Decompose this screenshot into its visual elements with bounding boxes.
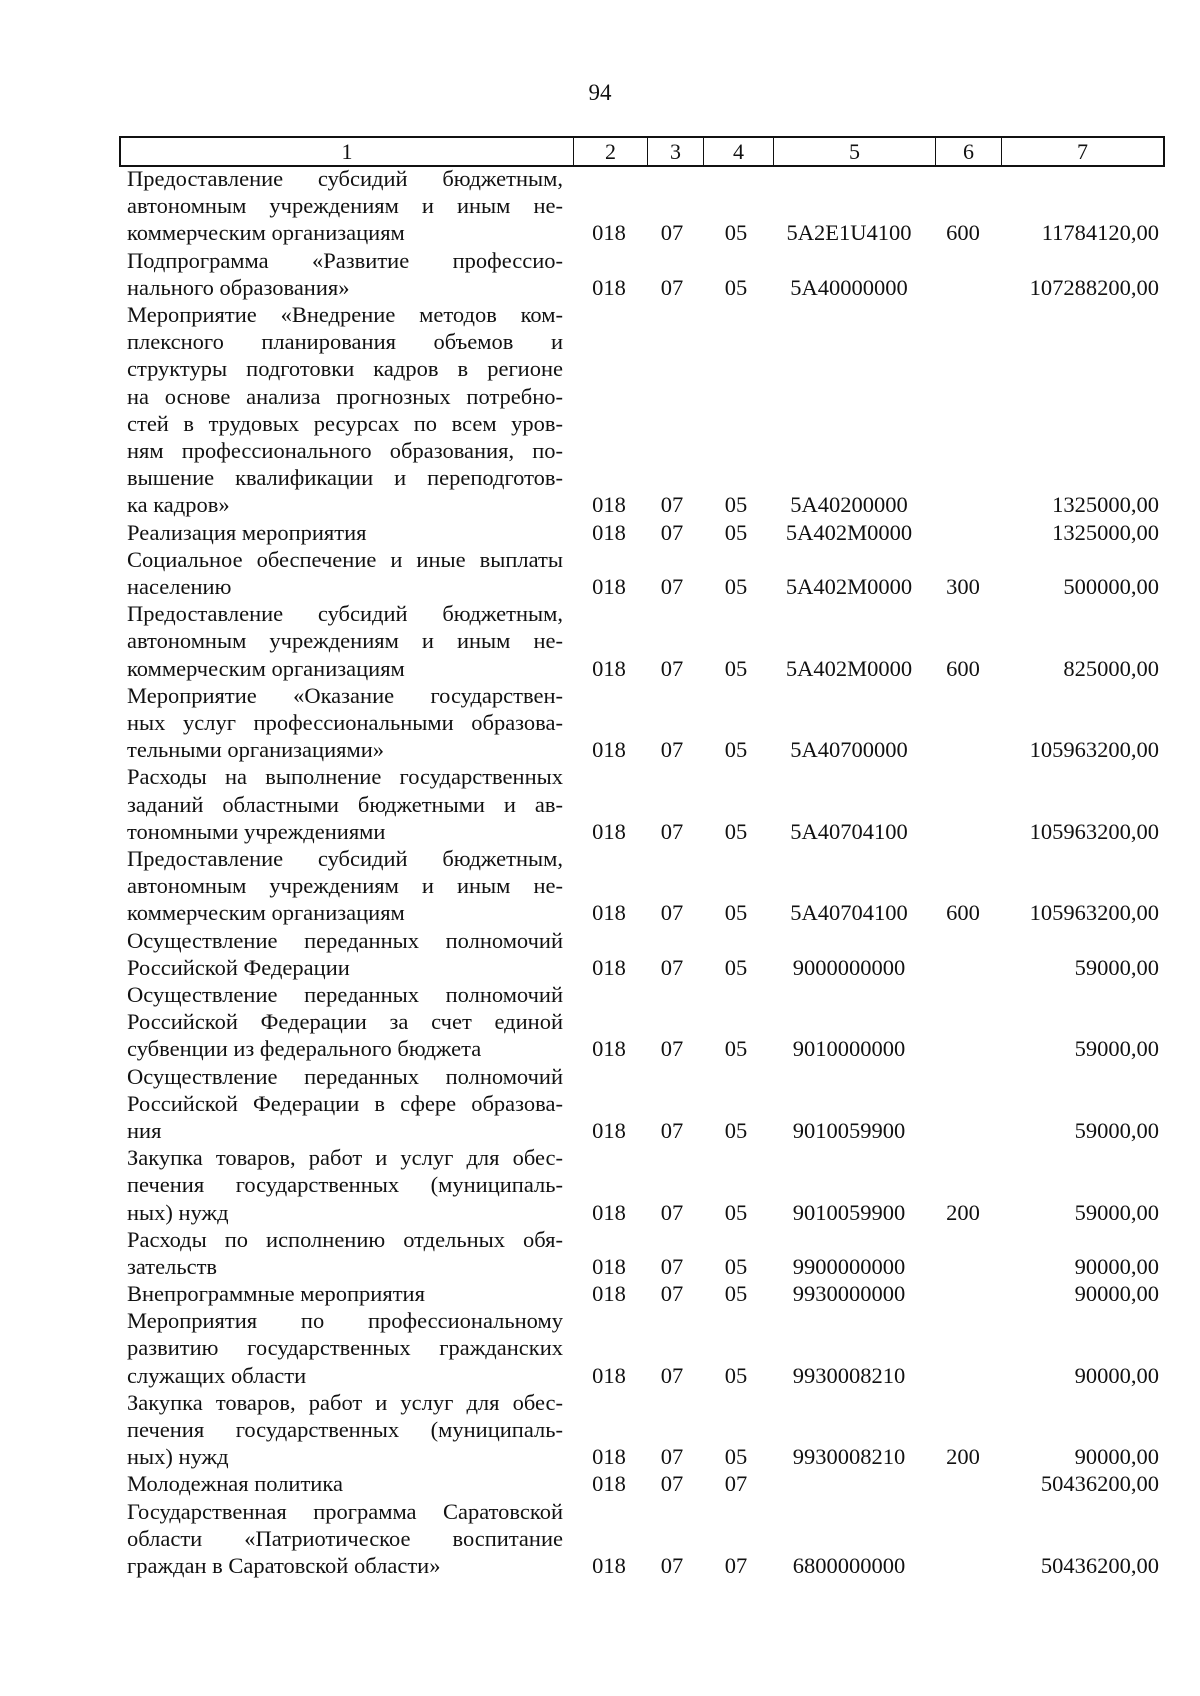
table-row [0,1226,1200,1280]
cell-c4: 05 [724,1444,748,1470]
row-description [127,682,563,764]
row-description [127,1470,563,1497]
cell-c2: 018 [592,492,626,518]
row-description [127,519,563,546]
row-description [127,927,563,981]
cell-c4: 05 [724,1036,748,1062]
cell-c2: 018 [592,1253,626,1279]
cell-c2: 018 [592,954,626,980]
table-header [119,136,1165,167]
cell-c2: 018 [592,1444,626,1470]
header-col-7: 7 [1077,139,1088,164]
row-description [127,1063,563,1145]
cell-c6: 600 [946,220,980,246]
description-line: населению [127,573,232,599]
cell-c7: 90000,00 [1074,1444,1159,1470]
cell-c2: 018 [592,1471,626,1497]
cell-c3: 07 [660,1553,684,1579]
description-line: Осуществление переданных полномочий [127,1063,563,1089]
description-line: нального образования» [127,274,350,300]
description-line: ных) нужд [127,1444,229,1470]
cell-c5: 9000000000 [792,954,906,980]
cell-c7: 105963200,00 [1029,818,1159,844]
row-description [127,600,563,682]
cell-c2: 018 [592,1117,626,1143]
cell-c5: 5А40200000 [790,492,908,518]
cell-c5: 5А402М0000 [785,519,913,545]
description-line: Предоставление субсидий бюджетным, [127,845,563,871]
cell-c2: 018 [592,1281,626,1307]
row-description [127,1307,563,1389]
table-row [0,600,1200,682]
description-line: ка кадров» [127,492,230,518]
table-row [0,546,1200,600]
description-line: коммерческим организациям [127,220,405,246]
description-line: структуры подготовки кадров в регионе [127,356,563,382]
header-col-3: 3 [648,138,704,165]
row-description [127,1280,563,1307]
cell-c2: 018 [592,573,626,599]
table-row [0,1307,1200,1389]
cell-c3: 07 [660,1036,684,1062]
cell-c3: 07 [660,220,684,246]
row-description [127,1144,563,1226]
cell-c3: 07 [660,1199,684,1225]
description-line: граждан в Саратовской области» [127,1553,441,1579]
description-line: Подпрограмма «Развитие профессио- [127,247,563,273]
cell-c5: 9930008210 [792,1444,906,1470]
cell-c5: 5А40704100 [790,818,908,844]
cell-c7: 50436200,00 [1040,1471,1159,1497]
description-line: Осуществление переданных полномочий [127,981,563,1007]
table-row [0,682,1200,764]
cell-c4: 07 [724,1471,748,1497]
header-col-2: 2 [574,138,648,165]
description-line: коммерческим организациям [127,900,405,926]
table-row [0,981,1200,1063]
cell-c4: 05 [724,737,748,763]
cell-c2: 018 [592,655,626,681]
table-row [0,1389,1200,1471]
cell-c5: 5А40700000 [790,737,908,763]
description-line: тономными учреждениями [127,818,386,844]
cell-c7: 105963200,00 [1029,900,1159,926]
description-line: Расходы по исполнению отдельных обя- [127,1226,563,1252]
row-description [127,1389,563,1471]
cell-c3: 07 [660,737,684,763]
cell-c3: 07 [660,1117,684,1143]
table-row [0,519,1200,546]
cell-c5: 6800000000 [792,1553,906,1579]
row-description [127,845,563,927]
description-line: Закупка товаров, работ и услуг для обес- [127,1145,563,1171]
row-description [127,165,563,247]
description-line: Предоставление субсидий бюджетным, [127,166,563,191]
row-description [127,546,563,600]
description-line: Предоставление субсидий бюджетным, [127,601,563,627]
cell-c4: 05 [724,274,748,300]
cell-c7: 11784120,00 [1041,220,1159,246]
description-line: развитию государственных гражданских [127,1335,563,1361]
cell-c4: 05 [724,492,748,518]
description-line: коммерческим организациям [127,655,405,681]
description-line: Молодежная политика [127,1471,343,1497]
cell-c4: 05 [724,573,748,599]
cell-c2: 018 [592,519,626,545]
description-line: Реализация мероприятия [127,519,367,545]
description-line: Мероприятия по профессиональному [127,1308,563,1334]
description-line: стей в трудовых ресурсах по всем уров- [127,410,563,436]
row-description [127,981,563,1063]
description-line: Социальное обеспечение и иные выплаты [127,546,563,572]
cell-c3: 07 [660,573,684,599]
cell-c3: 07 [660,954,684,980]
cell-c7: 50436200,00 [1040,1553,1159,1579]
cell-c7: 825000,00 [1063,655,1159,681]
description-line: Российской Федерации [127,954,350,980]
description-line: Внепрограммные мероприятия [127,1281,425,1307]
description-line: автономным учреждениям и иным не- [127,628,563,654]
cell-c3: 07 [660,1362,684,1388]
description-line: служащих области [127,1362,307,1388]
cell-c3: 07 [660,1253,684,1279]
cell-c3: 07 [660,655,684,681]
cell-c2: 018 [592,818,626,844]
cell-c3: 07 [660,818,684,844]
cell-c7: 107288200,00 [1029,274,1159,300]
table-row [0,1280,1200,1307]
cell-c7: 1325000,00 [1052,492,1159,518]
cell-c4: 05 [724,954,748,980]
cell-c4: 07 [724,1553,748,1579]
cell-c5: 9930000000 [792,1281,906,1307]
cell-c4: 05 [724,1281,748,1307]
description-line: Закупка товаров, работ и услуг для обес- [127,1389,563,1415]
cell-c7: 59000,00 [1074,954,1159,980]
cell-c5: 5А40000000 [790,274,908,300]
description-line: субвенции из федерального бюджета [127,1036,482,1062]
header-col-6: 6 [936,138,1002,165]
cell-c4: 05 [724,1362,748,1388]
cell-c7: 59000,00 [1074,1117,1159,1143]
cell-c4: 05 [724,818,748,844]
row-description [127,1498,563,1580]
header-col-4: 4 [704,138,774,165]
cell-c2: 018 [592,900,626,926]
description-line: печения государственных (муниципаль- [127,1417,563,1443]
description-line: Российской Федерации в сфере образова- [127,1090,563,1116]
cell-c5: 5А402М0000 [785,573,913,599]
cell-c2: 018 [592,1362,626,1388]
cell-c4: 05 [724,1117,748,1143]
cell-c6: 200 [946,1199,980,1225]
cell-c2: 018 [592,1036,626,1062]
description-line: на основе анализа прогнозных потребно- [127,383,563,409]
cell-c5: 9930008210 [792,1362,906,1388]
description-line: Мероприятие «Внедрение методов ком- [127,301,563,327]
row-description [127,301,563,519]
description-line: печения государственных (муниципаль- [127,1172,563,1198]
description-line: вышение квалификации и переподготов- [127,465,563,491]
cell-c7: 59000,00 [1074,1036,1159,1062]
row-description [127,763,563,845]
cell-c2: 018 [592,274,626,300]
cell-c2: 018 [592,737,626,763]
cell-c5: 5А40704100 [790,900,908,926]
description-line: Государственная программа Саратовской [127,1498,563,1524]
cell-c4: 05 [724,220,748,246]
description-line: зательств [127,1253,218,1279]
cell-c5: 5А402М0000 [785,655,913,681]
cell-c3: 07 [660,1281,684,1307]
cell-c3: 07 [660,274,684,300]
description-line: ням профессионального образования, по- [127,438,563,463]
table-row [0,845,1200,927]
cell-c7: 90000,00 [1074,1281,1159,1307]
table-row [0,1498,1200,1580]
cell-c4: 05 [724,655,748,681]
description-line: Расходы на выполнение государственных [127,764,563,790]
cell-c5: 9010059900 [792,1117,906,1143]
cell-c6: 200 [946,1444,980,1470]
cell-c2: 018 [592,1199,626,1225]
cell-c2: 018 [592,1553,626,1579]
cell-c3: 07 [660,1444,684,1470]
cell-c5: 9010000000 [792,1036,906,1062]
description-line: тельными организациями» [127,737,385,763]
table-row [0,247,1200,301]
table-row [0,763,1200,845]
cell-c7: 90000,00 [1074,1253,1159,1279]
cell-c6: 600 [946,655,980,681]
description-line: автономным учреждениям и иным не- [127,873,563,899]
table-row [0,1063,1200,1145]
cell-c7: 1325000,00 [1052,519,1159,545]
cell-c3: 07 [660,900,684,926]
cell-c6: 300 [946,573,980,599]
table-row [0,165,1200,247]
table-row [0,1144,1200,1226]
page-number: 94 [588,80,612,105]
description-line: Российской Федерации за счет единой [127,1009,563,1035]
header-col-1: 1 [121,138,574,165]
cell-c7: 105963200,00 [1029,737,1159,763]
cell-c6: 600 [946,900,980,926]
table-body [0,165,1200,1579]
description-line: ных услуг профессиональными образова- [127,709,563,735]
cell-c4: 05 [724,900,748,926]
cell-c5: 9900000000 [792,1253,906,1279]
table-row [0,301,1200,519]
table-row [0,927,1200,981]
cell-c4: 05 [724,519,748,545]
description-line: Осуществление переданных полномочий [127,927,563,953]
cell-c7: 59000,00 [1074,1199,1159,1225]
table-row [0,1470,1200,1497]
description-line: заданий областными бюджетными и ав- [127,791,563,817]
description-line: ных) нужд [127,1199,229,1225]
description-line: области «Патриотическое воспитание [127,1525,563,1551]
cell-c7: 90000,00 [1074,1362,1159,1388]
cell-c3: 07 [660,519,684,545]
header-col-5: 5 [774,138,936,165]
cell-c5: 5А2Е1U4100 [786,220,912,246]
cell-c3: 07 [660,492,684,518]
description-line: плексного планирования объемов и [127,329,563,355]
cell-c2: 018 [592,220,626,246]
cell-c4: 05 [724,1199,748,1225]
cell-c3: 07 [660,1471,684,1497]
cell-c5: 9010059900 [792,1199,906,1225]
row-description [127,247,563,301]
description-line: автономным учреждениям и иным не- [127,193,563,219]
description-line: Мероприятие «Оказание государствен- [127,682,563,708]
description-line: ния [127,1117,162,1143]
cell-c7: 500000,00 [1063,573,1159,599]
row-description [127,1226,563,1280]
cell-c4: 05 [724,1253,748,1279]
